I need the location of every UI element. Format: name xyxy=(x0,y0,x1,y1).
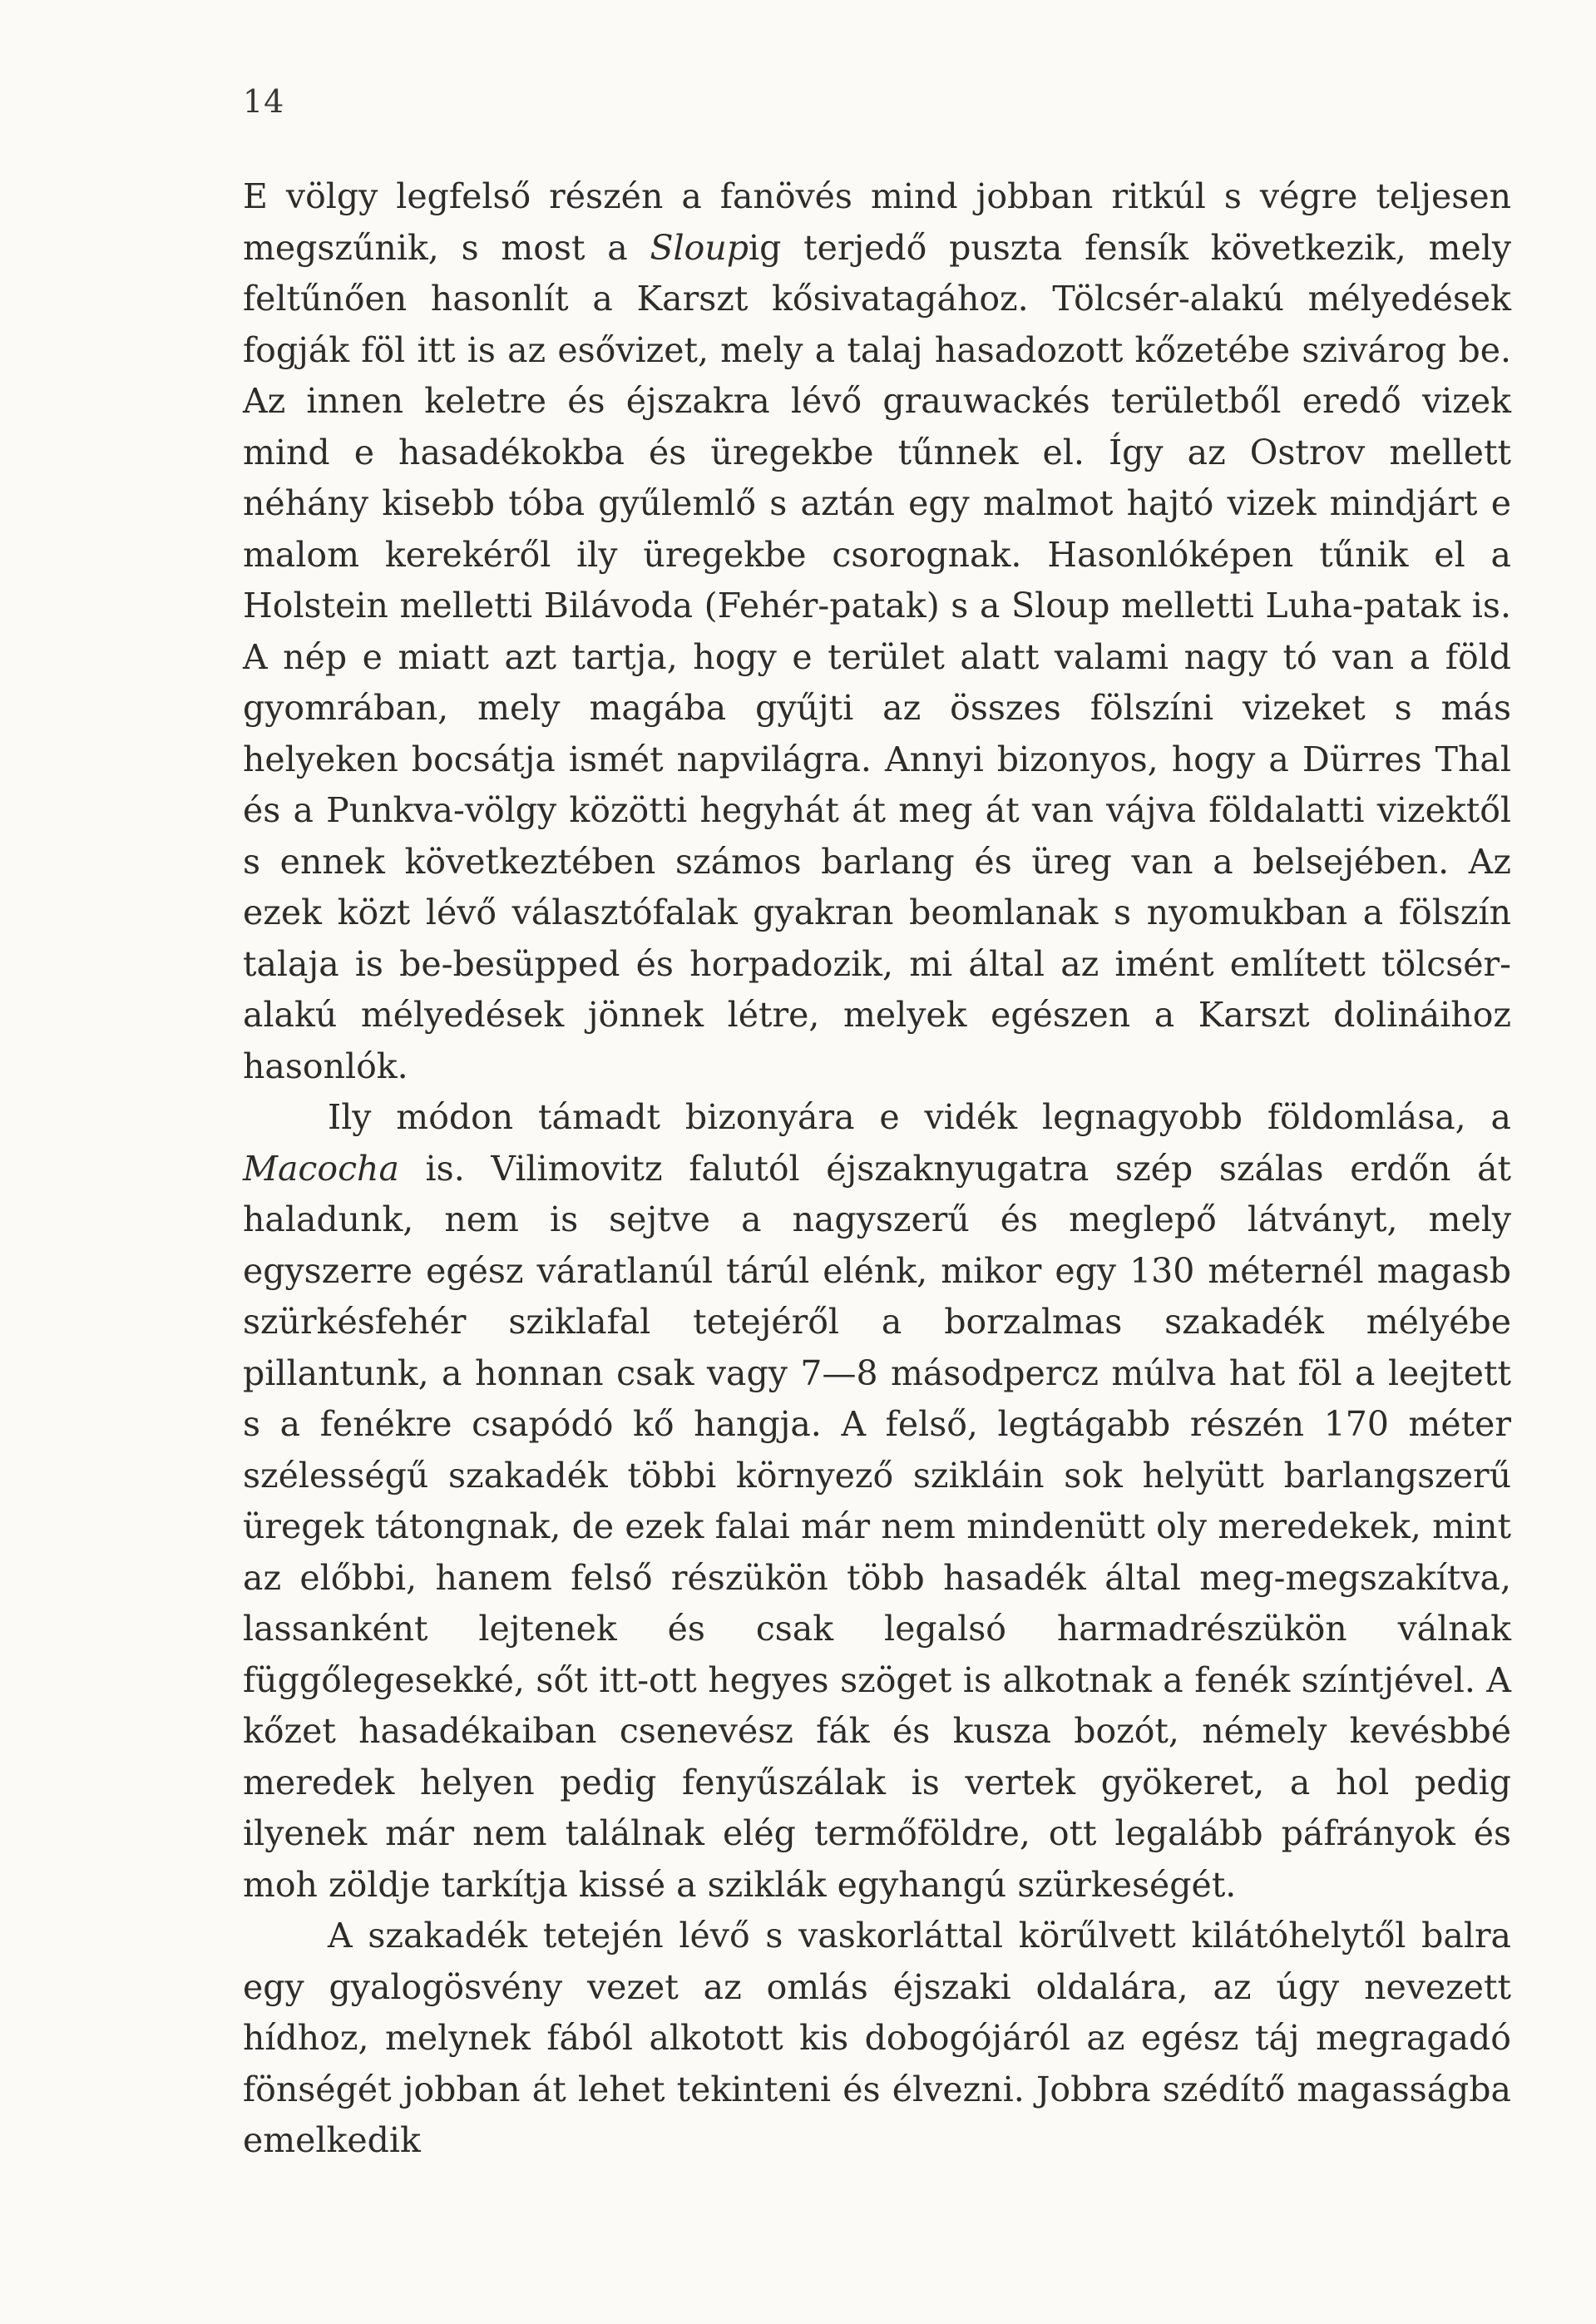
place-name-italic: Macocha xyxy=(243,1148,399,1189)
text-run: Ily módon támadt bizonyára e vidék legnagyobb földomlása, a xyxy=(328,1097,1511,1137)
body-text xyxy=(243,171,1511,2167)
page-number: 14 xyxy=(243,83,285,120)
text-run: is. Vilimovitz falutól éjszaknyugatra szép szálas erdőn át haladunk, nem is sejtve a nagyszerű és meglepő látványt, mely egyszerre egész váratlanúl tárúl elénk, mikor egy 130 méternél magasb szürkésfehér sziklafal tetejéről a borzalmas szakadék mélyébe pillantunk, a honnan csak vagy 7—8 másodpercz múlva hat föl a leejtett s a fenékre csapódó kő hangja. A felső, legtágabb részén 170 méter szélességű szakadék többi környező szikláin sok helyütt barlangszerű üregek tátongnak, de ezek falai már nem mindenütt oly meredekek, mint az előbbi, hanem felső részükön több hasadék által meg-megszakítva, lassanként lejtenek és csak legalsó harmadrészükön válnak függőlegesekké, sőt itt-ott hegyes szöget is alkotnak a fenék színtjével. A kőzet hasadékaiban csenevész fák és kusza bozót, némely kevésbbé meredek helyen pedig fenyűszálak is vertek gyökeret, a hol pedig ilyenek már nem találnak elég termőföldre, ott legalább páfrányok és moh zöldje tarkítja kissé a sziklák egyhangú szürkeségét. xyxy=(243,1148,1511,1905)
place-name-italic: Sloup xyxy=(650,227,749,268)
paragraph xyxy=(243,1911,1511,2167)
text-run: ig terjedő puszta fensík következik, mely feltűnően hasonlít a Karszt kősivatagához. Tölcsér-alakú mélyedések fogják föl itt is az esővizet, mely a talaj hasadozott kőzetébe szivárog be. Az innen keletre és éjszakra lévő grauwackés területből eredő vizek mind e hasadékokba és üregekbe tűnnek el. Így az Ostrov mellett néhány kisebb tóba gyűlemlő s aztán egy malmot hajtó vizek mindjárt e malom kerekéről ily üregekbe csorognak. Hasonlóképen tűnik el a Holstein melletti Bilávoda (Fehér-patak) s a Sloup melletti Luha-patak is. A nép e miatt azt tartja, hogy e terület alatt valami nagy tó van a föld gyomrában, mely magába gyűjti az összes fölszíni vizeket s más helyeken bocsátja ismét napvilágra. Annyi bizonyos, hogy a Dürres Thal és a Punkva-völgy közötti hegyhát át meg át van vájva földalatti vizektől s ennek következtében számos barlang és üreg van a belsejében. Az ezek közt lévő választófalak gyakran beomlanak s nyomukban a fölszín talaja is be-besüpped és horpadozik, mi által az imént említett tölcsér-alakú mélyedések jönnek létre, melyek egészen a Karszt dolináihoz hasonlók. xyxy=(243,227,1511,1086)
paragraph xyxy=(243,1092,1511,1911)
text-run: E völgy legfelső részén a fanövés mind jobban ritkúl s végre teljesen megszűnik, s most a xyxy=(243,176,1511,268)
paragraph xyxy=(243,171,1511,1092)
text-run: A szakadék tetején lévő s vaskorláttal körűlvett kilátóhelytől balra egy gyalogösvény vezet az omlás éjszaki oldalára, az úgy nevezett hídhoz, melynek fából alkotott kis dobogójáról az egész táj megragadó fönségét jobban át lehet tekinteni és élvezni. Jobbra szédítő magasságba emelkedik xyxy=(243,1916,1511,2160)
